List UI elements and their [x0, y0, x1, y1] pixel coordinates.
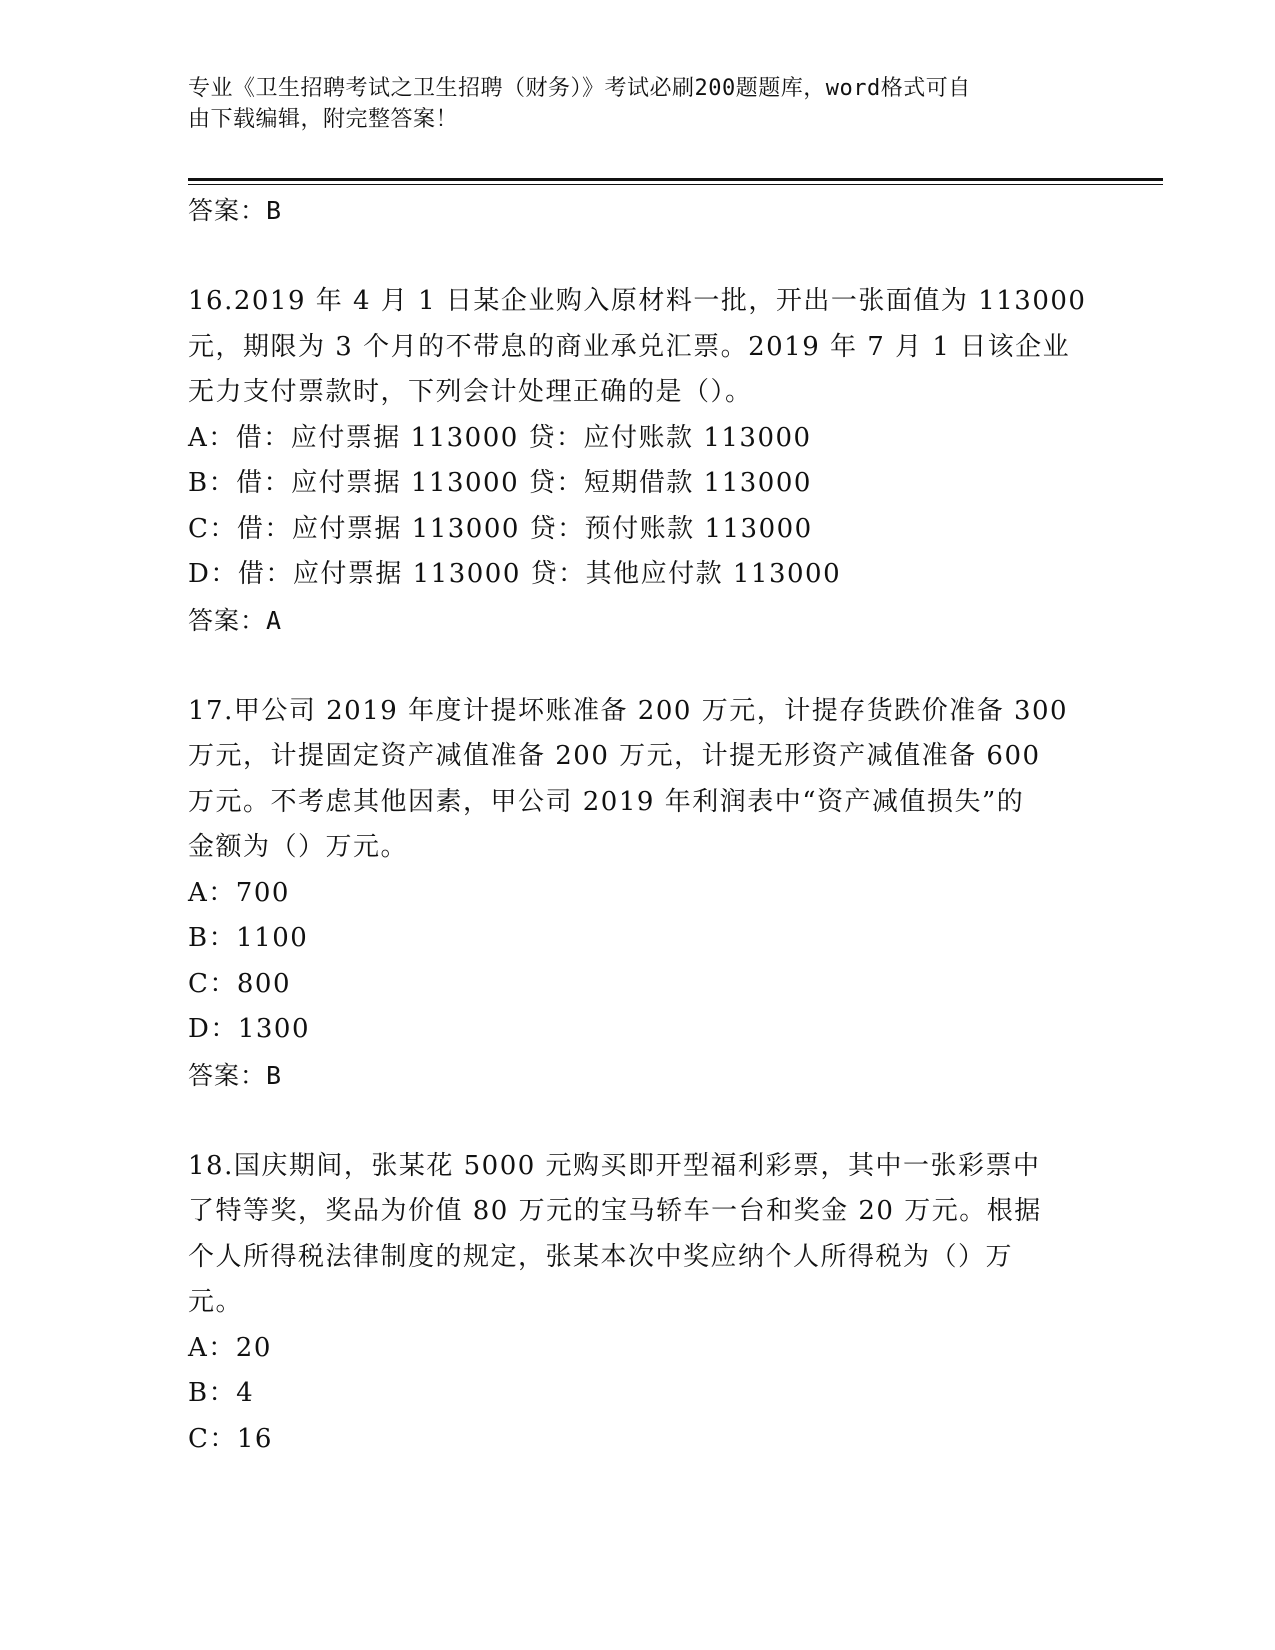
- question-18-text-line-4: 元。: [188, 1287, 244, 1317]
- question-16-text-line-2: 元，期限为 3 个月的不带息的商业承兑汇票。2019 年 7 月 1 日该企业: [188, 331, 1071, 362]
- question-16-option-a: A：借：应付票据 113000 贷：应付账款 113000: [188, 422, 812, 453]
- question-16-answer: 答案：A: [188, 605, 283, 635]
- question-17-option-b: B：1100: [188, 923, 309, 953]
- question-18-option-b: B：4: [188, 1378, 255, 1408]
- header-divider-thin: [188, 184, 1163, 185]
- document-body: [188, 188, 1088, 1462]
- spacer: [188, 234, 1088, 280]
- question-16-text-line-3: 无力支付票款时，下列会计处理正确的是（）。: [188, 377, 753, 407]
- question-17-text-line-2: 万元，计提固定资产减值准备 200 万元，计提无形资产减值准备 600: [188, 741, 1041, 771]
- question-16-option-b: B：借：应付票据 113000 贷：短期借款 113000: [188, 468, 812, 498]
- header-line-1: 专业《卫生招聘考试之卫生招聘（财务）》考试必刷200题题库，word格式可自: [188, 76, 971, 101]
- header-divider-thick: [188, 178, 1163, 181]
- question-17-text-line-1: 17.甲公司 2019 年度计提坏账准备 200 万元，计提存货跌价准备 300: [188, 695, 1069, 726]
- question-17-text-line-3: 万元。不考虑其他因素，甲公司 2019 年利润表中“资产减值损失”的: [188, 786, 1025, 817]
- previous-answer: 答案：B: [188, 196, 283, 225]
- question-16-option-c: C：借：应付票据 113000 贷：预付账款 113000: [188, 513, 813, 544]
- spacer: [188, 643, 1088, 689]
- question-17-option-c: C：800: [188, 968, 292, 999]
- question-18-option-c: C：16: [188, 1423, 273, 1454]
- question-18-text-line-3: 个人所得税法律制度的规定，张某本次中奖应纳个人所得税为（）万: [188, 1241, 1014, 1272]
- question-16-option-d: D：借：应付票据 113000 贷：其他应付款 113000: [188, 559, 842, 589]
- question-17-answer: 答案：B: [188, 1060, 283, 1090]
- question-18-option-a: A：20: [188, 1332, 272, 1363]
- question-17-option-a: A：700: [188, 877, 290, 908]
- question-18: [188, 1144, 1088, 1463]
- question-18-text-line-1: 18.国庆期间，张某花 5000 元购买即开型福利彩票，其中一张彩票中: [188, 1150, 1041, 1181]
- page-header: [188, 73, 1088, 135]
- spacer: [188, 1098, 1088, 1144]
- question-17-text-line-4: 金额为（）万元。: [188, 832, 409, 862]
- question-16-text-line-1: 16.2019 年 4 月 1 日某企业购入原材料一批，开出一张面值为 113000: [188, 286, 1087, 316]
- question-16: [188, 279, 1088, 643]
- header-line-2: 由下载编辑，附完整答案！: [188, 107, 459, 132]
- question-17-option-d: D：1300: [188, 1014, 311, 1044]
- question-18-text-line-2: 了特等奖，奖品为价值 80 万元的宝马轿车一台和奖金 20 万元。根据: [188, 1196, 1042, 1226]
- question-17: [188, 689, 1088, 1099]
